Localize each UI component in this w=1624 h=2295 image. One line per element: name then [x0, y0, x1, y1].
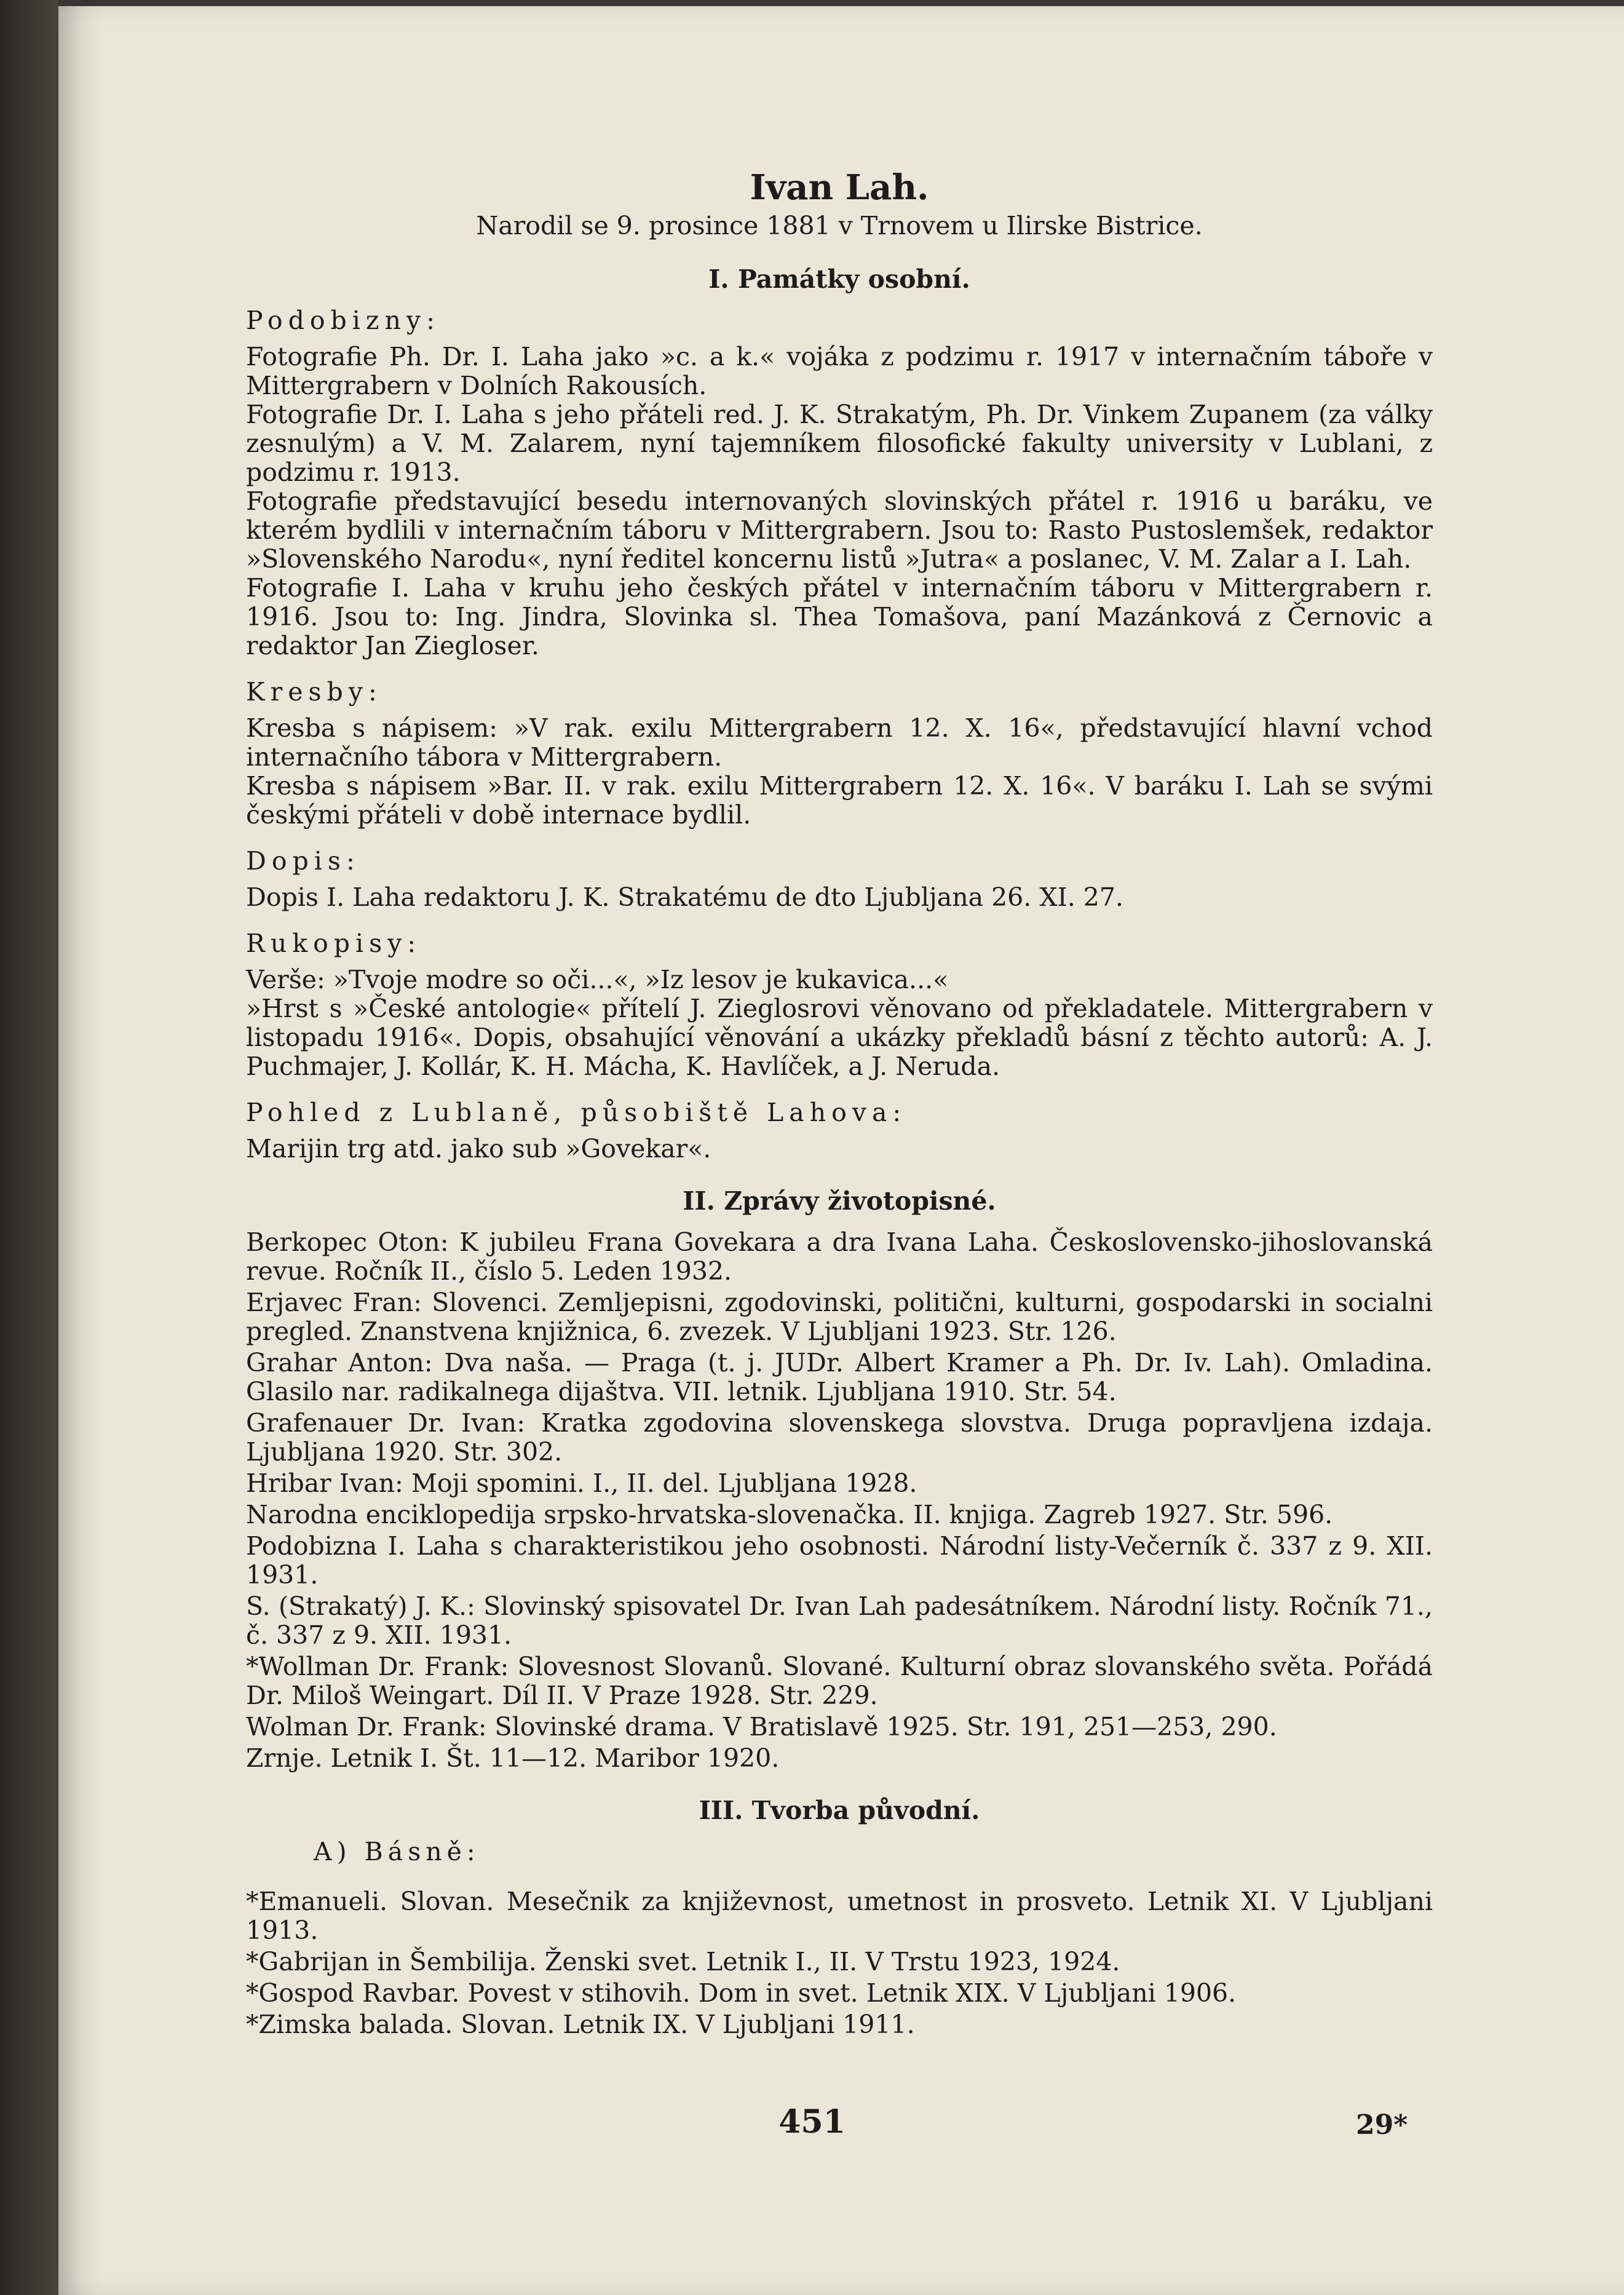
- section-heading-3: III. Tvorba původní.: [699, 1796, 980, 1825]
- bibliography-entry: *Gabrijan in Šembilija. Ženski svet. Letnik I., II. V Trstu 1923, 1924.: [246, 1947, 1120, 1976]
- bibliography-entry: Grahar Anton: Dva naša. — Praga (t. j. JUDr. Albert Kramer a Ph. Dr. Iv. Lah). Omladina. Glasilo nar. radikalnega dijaštva. VII. letnik. Ljubljana 1910. Str. 54.: [246, 1348, 1433, 1406]
- spacer: [246, 660, 1433, 672]
- entry-paragraph: Fotografie Dr. I. Laha s jeho přáteli red. J. K. Strakatým, Ph. Dr. Vinkem Zupanem (za války zesnulým) a V. M. Zalarem, nyní tajemníkem filosofické fakulty university v Lublani, z podzimu r. 1913.: [246, 400, 1433, 487]
- page-title: Ivan Lah.: [750, 167, 929, 208]
- bibliography-entry: Berkopec Oton: K jubileu Frana Govekara a dra Ivana Laha. Československo-jihoslovanská revue. Ročník II., číslo 5. Leden 1932.: [246, 1227, 1433, 1286]
- entry-paragraph: »Hrst s »České antologie« přítelí J. Zieglosrovi věnovano od překladatele. Mittergrabern v listopadu 1916«. Dopis, obsahující věnování a ukázky překladů básní z těchto autorů: A. J. Puchmajer, J. Kollár, K. H. Mácha, K. Havlíček, a J. Neruda.: [246, 994, 1433, 1081]
- book-binding: [0, 0, 58, 2295]
- entry-paragraph: Fotografie I. Laha v kruhu jeho českých přátel v internačním táboru v Mittergrabern r. 1916. Jsou to: Ing. Jindra, Slovinka sl. Thea Tomašova, paní Mazánková z Černovic a redaktor Jan Ziegloser.: [246, 573, 1433, 660]
- category-label: Dopis:: [246, 846, 360, 876]
- bibliography-entry: *Emanueli. Slovan. Mesečnik za književnost, umetnost in prosveto. Letnik XI. V Ljubljani 1913.: [246, 1887, 1433, 1945]
- spacer: [246, 912, 1433, 923]
- category-label: Pohled z Lublaně, působiště Lahova:: [246, 1098, 907, 1127]
- bibliography-entry: *Gospod Ravbar. Povest v stihovih. Dom in svet. Letnik XIX. V Ljubljani 1906.: [246, 1978, 1237, 2008]
- bibliography-entry: *Zimska balada. Slovan. Letnik IX. V Ljubljani 1911.: [246, 2010, 915, 2039]
- bibliography-entry: Zrnje. Letnik I. Št. 11—12. Maribor 1920.: [246, 1743, 780, 1773]
- signature-mark: 29*: [1356, 2109, 1408, 2141]
- entry-paragraph: Kresba s nápisem: »V rak. exilu Mittergrabern 12. X. 16«, představující hlavní vchod internačního tábora v Mittergrabern.: [246, 713, 1433, 772]
- bibliography-entry: *Wollman Dr. Frank: Slovesnost Slovanů. Slované. Kulturní obraz slovanského světa. Pořádá Dr. Miloš Weingart. Díl II. V Praze 1928. Str. 229.: [246, 1652, 1433, 1710]
- spacer: [246, 1081, 1433, 1092]
- page-number: 451: [778, 2103, 846, 2141]
- page-subtitle: Narodil se 9. prosince 1881 v Trnovem u Ilirske Bistrice.: [476, 211, 1203, 240]
- bibliography-entry: S. (Strakatý) J. K.: Slovinský spisovatel Dr. Ivan Lah padesátníkem. Národní listy. Ročník 71., č. 337 z 9. XII. 1931.: [246, 1591, 1433, 1650]
- category-label: Rukopisy:: [246, 929, 422, 958]
- bibliography-entry: Grafenauer Dr. Ivan: Kratka zgodovina slovenskega slovstva. Druga popravljena izdaja. Ljubljana 1920. Str. 302.: [246, 1408, 1433, 1467]
- entry-paragraph: Verše: »Tvoje modre so oči...«, »Iz lesov je kukavica...«: [246, 965, 949, 994]
- bibliography-entry: Podobizna I. Laha s charakteristikou jeho osobnosti. Národní listy-Večerník č. 337 z 9. XII. 1931.: [246, 1531, 1433, 1590]
- section-heading-2: II. Zprávy životopisné.: [683, 1186, 996, 1216]
- page-content: [246, 166, 1433, 2042]
- entry-paragraph: Fotografie představující besedu internovaných slovinských přátel r. 1916 u baráku, ve kterém bydlili v internačním táboru v Mittergrabern. Jsou to: Rasto Pustoslemšek, redaktor »Slovenského Narodu«, nyní ředitel koncernu listů »Jutra« a poslanec, V. M. Zalar a I. Lah.: [246, 486, 1433, 574]
- bibliography-entry: Narodna enciklopedija srpsko-hrvatska-slovenačka. II. knjiga. Zagreb 1927. Str. 596.: [246, 1500, 1333, 1529]
- bibliography-entry: Hribar Ivan: Moji spomini. I., II. del. Ljubljana 1928.: [246, 1469, 917, 1498]
- entry-paragraph: Fotografie Ph. Dr. I. Laha jako »c. a k.« vojáka z podzimu r. 1917 v internačním táboře v Mittergrabern v Dolních Rakousích.: [246, 342, 1433, 400]
- bibliography-entry: Wolman Dr. Frank: Slovinské drama. V Bratislavě 1925. Str. 191, 251—253, 290.: [246, 1712, 1277, 1742]
- category-label: Podobizny:: [246, 306, 440, 335]
- entry-paragraph: Marijin trg atd. jako sub »Govekar«.: [246, 1134, 711, 1163]
- subsection-label: A) Básně:: [314, 1837, 480, 1866]
- section-heading-1: I. Památky osobní.: [708, 264, 970, 294]
- category-label: Kresby:: [246, 677, 382, 707]
- bibliography-entry: Erjavec Fran: Slovenci. Zemljepisni, zgodovinski, politični, kulturni, gospodarski in socialni pregled. Znanstvena knjižnica, 6. zvezek. V Ljubljani 1923. Str. 126.: [246, 1288, 1433, 1346]
- spacer: [246, 830, 1433, 841]
- entry-paragraph: Dopis I. Laha redaktoru J. K. Strakatému de dto Ljubljana 26. XI. 27.: [246, 882, 1123, 912]
- entry-paragraph: Kresba s nápisem »Bar. II. v rak. exilu Mittergrabern 12. X. 16«. V baráku I. Lah se svými českými přáteli v době internace bydlil.: [246, 771, 1433, 830]
